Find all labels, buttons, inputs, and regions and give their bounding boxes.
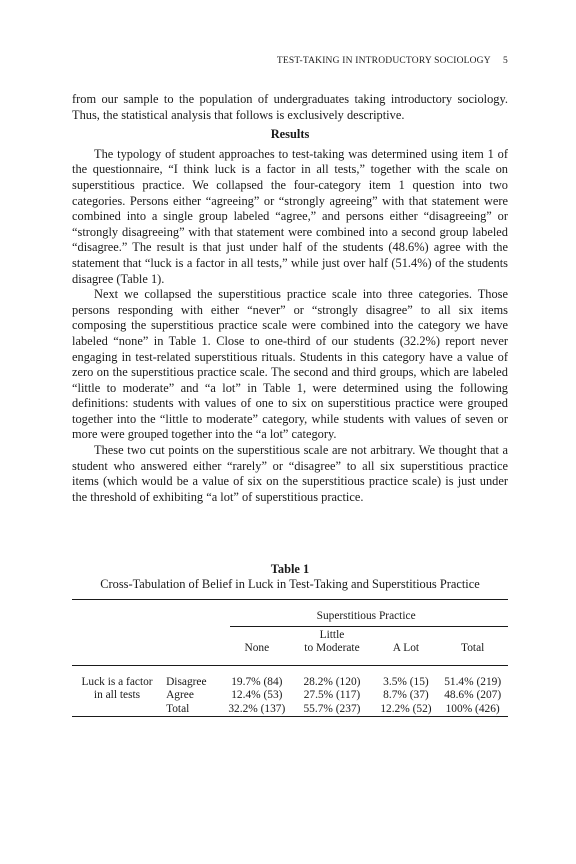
col-header-none: None <box>244 642 270 654</box>
table-label: Table 1 <box>270 562 310 576</box>
cell-total: 100% (426) <box>445 702 500 715</box>
page-number: 5 <box>503 56 508 66</box>
cell-total: 51.4% (219) <box>444 676 502 688</box>
cell-alot: 8.7% (37) <box>383 689 429 702</box>
row-response: Disagree <box>166 676 207 688</box>
col-header-little-line1: Little <box>319 629 345 641</box>
table-mid-rule <box>72 666 508 677</box>
col-header-little-to-moderate <box>289 627 374 666</box>
cell-alot: 3.5% (15) <box>383 676 429 688</box>
col-header-a-lot: A Lot <box>392 642 420 654</box>
row-response: Total <box>166 702 190 715</box>
section-heading-results: Results <box>270 127 310 142</box>
table-row <box>72 689 508 702</box>
table-1 <box>72 562 508 723</box>
table-caption: Cross-Tabulation of Belief in Luck in Test-Taking and Superstitious Practice <box>100 577 480 591</box>
paragraph-superstitious-scale: Next we collapsed the superstitious practice scale into three categories. Those persons responding with either “never” or “strongly disagree” to all six items composing the superstitious practice scale were combined into the category we have labeled “none” in Table 1. Close to one-third of our students (32.2%) report never engaging in test-related superstitious rituals. Students in this category have a value of zero on the superstitious practice scale. The second and third groups, which are labeled “little to moderate” and “a lot” in Table 1, were determined using the following definitions: students with values of one to six on superstitious practice were grouped together into the “little to moderate” category, while students with values of seven or more were grouped together into the “a lot” category. <box>72 287 508 442</box>
cell-little: 55.7% (237) <box>303 702 361 715</box>
cell-little: 28.2% (120) <box>303 676 361 688</box>
col-header-total: Total <box>461 642 485 654</box>
paragraph-cut-points: These two cut points on the superstitious scale are not arbitrary. We thought that a student who answered either “rarely” or “disagree” to all six superstitious practice items (which would be a value of six on the superstitious practice scale) is just under the threshold of exhibiting “a lot” of superstitious practice. <box>72 443 508 504</box>
cross-tab-table <box>72 600 508 723</box>
row-label-line2: in all tests <box>93 689 141 702</box>
running-head-title: TEST-TAKING IN INTRODUCTORY SOCIOLOGY <box>276 56 491 66</box>
running-head <box>277 56 508 66</box>
table-column-headers <box>72 627 508 666</box>
table-row <box>72 703 508 717</box>
cell-none: 12.4% (53) <box>231 689 283 702</box>
col-header-little-line2: to Moderate <box>304 642 360 654</box>
table-spanner-row <box>72 600 508 626</box>
cell-little: 27.5% (117) <box>303 689 361 702</box>
cell-none: 19.7% (84) <box>231 676 283 688</box>
cell-alot: 12.2% (52) <box>380 702 432 715</box>
body-text <box>72 92 508 505</box>
cell-total: 48.6% (207) <box>444 689 502 702</box>
paragraph-typology: The typology of student approaches to test-taking was determined using item 1 of the questionnaire, “I think luck is a factor in all tests,” together with the scale on superstitious practice. We collapsed the four-category item 1 question into two categories. Persons either “agreeing” or “strongly agreeing” with that statement were combined into a single group labeled “agree,” and persons either “disagreeing” or “strongly disagreeing” with that statement were combined into a second group labeled “disagree.” The result is that just under half of the students (48.6%) agree with the statement that “luck is a factor in all tests,” while just over half (51.4%) of the students disagree (Table 1). <box>72 146 508 286</box>
row-label-line1: Luck is a factor <box>81 676 153 688</box>
table-bottom-rule <box>72 717 508 724</box>
continued-paragraph: from our sample to the population of undergraduates taking introductory sociology. Thus, the statistical analysis that follows is exclusively descriptive. <box>72 92 508 122</box>
table-spanner-heading: Superstitious Practice <box>316 610 416 622</box>
cell-none: 32.2% (137) <box>228 702 286 715</box>
table-row <box>72 676 508 689</box>
row-response: Agree <box>166 689 194 702</box>
